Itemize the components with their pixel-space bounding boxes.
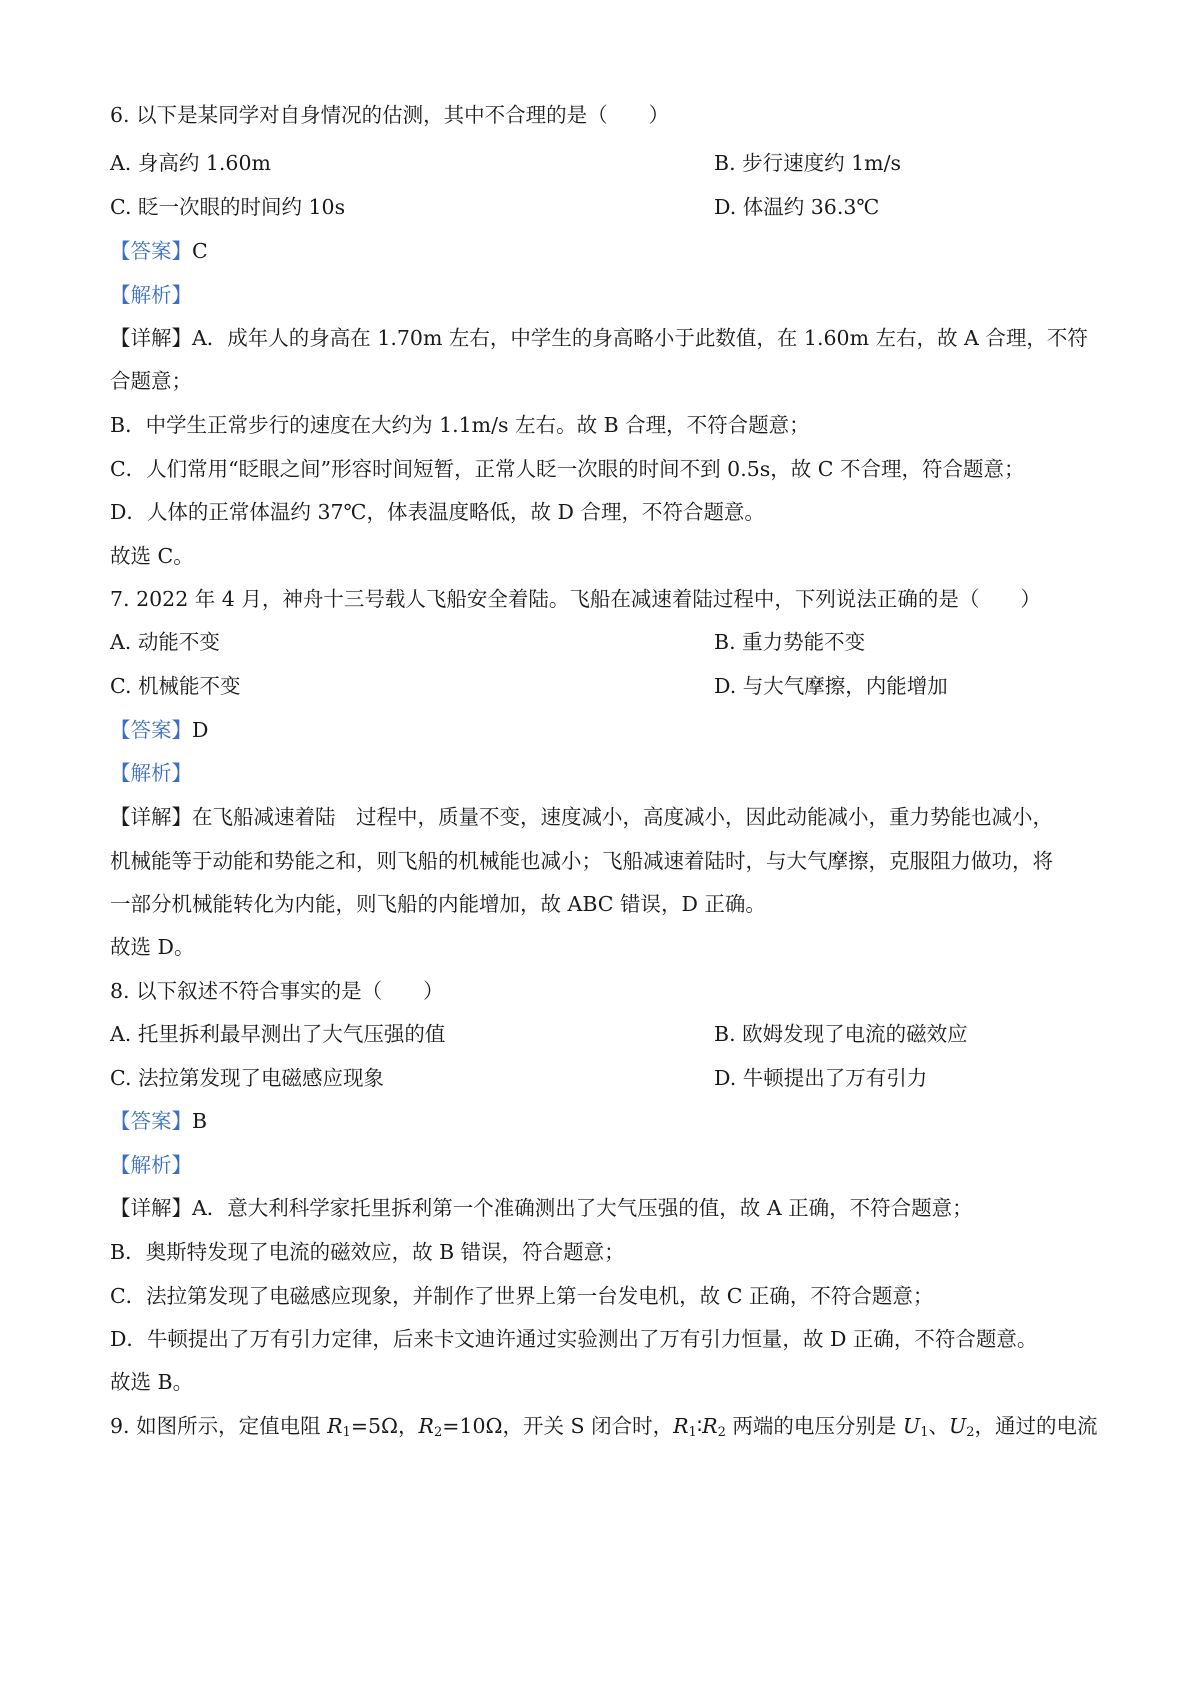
- q8-detail-2: B．奥斯特发现了电流的磁效应，故 B 错误，符合题意；: [110, 1240, 625, 1264]
- q9-sub-2: 2: [717, 1425, 726, 1440]
- analysis-tag: 【解析】: [110, 283, 192, 307]
- q8-answer: [110, 1106, 1100, 1136]
- q8-option-c: C. 法拉第发现了电磁感应现象: [110, 1066, 384, 1090]
- q7-answer-value: D: [192, 718, 209, 742]
- q6-detail-1b: 合题意；: [110, 369, 192, 393]
- answer-tag: 【答案】: [110, 1109, 192, 1133]
- detail-tag: 【详解】: [110, 805, 192, 829]
- q9-sub-2: 2: [966, 1425, 975, 1440]
- q8-detail-3: C．法拉第发现了电磁感应现象，并制作了世界上第一台发电机，故 C 正确，不符合题意；: [110, 1284, 934, 1308]
- q9-sub-1: 1: [342, 1425, 351, 1440]
- q6-option-b: B. 步行速度约 1m/s: [714, 151, 902, 175]
- q8-detail-1: [110, 1193, 1100, 1223]
- q8-detail-4: D．牛顿提出了万有引力定律，后来卡文迪许通过实验测出了万有引力恒量，故 D 正确，不符合题意。: [110, 1327, 1038, 1351]
- q8-options-row2: [110, 1063, 1100, 1093]
- q7-options-row2: [110, 671, 1100, 701]
- q7-analysis: [110, 758, 1100, 788]
- q6-option-d: D. 体温约 36.3℃: [714, 195, 880, 219]
- q7-option-c: C. 机械能不变: [110, 674, 241, 698]
- q7-detail-1: [110, 802, 1100, 832]
- q6-stem: 6. 以下是某同学对自身情况的估测，其中不合理的是（ ）: [110, 103, 670, 127]
- q9-text: 两端的电压分别是: [725, 1414, 903, 1438]
- q9-var-r2: R: [418, 1414, 434, 1438]
- q6-option-a: A. 身高约 1.60m: [110, 151, 271, 175]
- q9-stem: [110, 1411, 1100, 1448]
- q6-conclusion: 故选 C。: [110, 544, 194, 568]
- q6-detail-3: C．人们常用“眨眼之间”形容时间短暂，正常人眨一次眼的时间不到 0.5s，故 C 不合理，符合题意；: [110, 457, 1025, 481]
- q9-text: =10Ω，开关 S 闭合时，: [442, 1414, 674, 1438]
- q7-stem: 7. 2022 年 4 月，神舟十三号载人飞船安全着陆。飞船在减速着陆过程中，下列说法正确的是（ ）: [110, 587, 1041, 611]
- q8-analysis: [110, 1150, 1100, 1180]
- q7-detail-1-text: 在飞船减速着陆 过程中，质量不变，速度减小，高度减小，因此动能减小，重力势能也减小，: [192, 805, 1053, 829]
- q7-option-d: D. 与大气摩擦，内能增加: [714, 674, 948, 698]
- q9-sub-2: 2: [433, 1425, 443, 1440]
- q6-detail-1-text: A．成年人的身高在 1.70m 左右，中学生的身高略小于此数值，在 1.60m 左右，故 A 合理，不符: [192, 326, 1088, 350]
- q6-options-row1: [110, 148, 1100, 178]
- q6-detail-4: D．人体的正常体温约 37℃，体表温度略低，故 D 合理，不符合题意。: [110, 500, 765, 524]
- q6-options-row2: [110, 192, 1100, 222]
- q8-conclusion: 故选 B。: [110, 1370, 194, 1394]
- q8-options-row1: [110, 1019, 1100, 1049]
- q7-options-row1: [110, 627, 1100, 657]
- q9-var-u2: U: [948, 1414, 967, 1438]
- q8-option-a: A. 托里拆利最早测出了大气压强的值: [110, 1022, 446, 1046]
- q9-text: 9. 如图所示，定值电阻: [110, 1414, 328, 1438]
- detail-tag: 【详解】: [110, 1196, 192, 1220]
- q8-answer-value: B: [192, 1109, 208, 1133]
- q7-conclusion: 故选 D。: [110, 935, 195, 959]
- q6-answer: [110, 236, 1100, 266]
- q9-var-r1: R: [673, 1414, 689, 1438]
- q7-detail-3: 一部分机械能转化为内能，则飞船的内能增加，故 ABC 错误，D 正确。: [110, 892, 766, 916]
- q9-colon: ∶: [696, 1414, 703, 1438]
- q9-sub-1: 1: [920, 1425, 929, 1440]
- analysis-tag: 【解析】: [110, 1153, 192, 1177]
- q7-detail-2: 机械能等于动能和势能之和，则飞船的机械能也减小；飞船减速着陆时，与大气摩擦，克服阻力做功，将: [110, 849, 1053, 873]
- q9-text: =5Ω，: [350, 1414, 419, 1438]
- q7-answer: [110, 715, 1100, 745]
- q9-var-r2: R: [702, 1414, 718, 1438]
- detail-tag: 【详解】: [110, 326, 192, 350]
- q7-option-a: A. 动能不变: [110, 630, 220, 654]
- q9-sub-1: 1: [688, 1425, 697, 1440]
- q8-stem: 8. 以下叙述不符合事实的是（ ）: [110, 979, 444, 1003]
- q8-option-b: B. 欧姆发现了电流的磁效应: [714, 1022, 968, 1046]
- q9-separator: 、: [928, 1414, 949, 1438]
- q9-text: ，通过的电流: [974, 1414, 1098, 1438]
- answer-tag: 【答案】: [110, 239, 192, 263]
- q9-var-r1: R: [327, 1414, 343, 1438]
- q6-analysis: [110, 280, 1100, 310]
- q6-detail-2: B．中学生正常步行的速度在大约为 1.1m/s 左右。故 B 合理，不符合题意；: [110, 413, 810, 437]
- q8-option-d: D. 牛顿提出了万有引力: [714, 1066, 928, 1090]
- q6-option-c: C. 眨一次眼的时间约 10s: [110, 195, 346, 219]
- q6-answer-value: C: [192, 239, 208, 263]
- q9-var-u1: U: [902, 1414, 921, 1438]
- q7-option-b: B. 重力势能不变: [714, 630, 866, 654]
- answer-tag: 【答案】: [110, 718, 192, 742]
- analysis-tag: 【解析】: [110, 761, 192, 785]
- q8-detail-1-text: A．意大利科学家托里拆利第一个准确测出了大气压强的值，故 A 正确，不符合题意；: [192, 1196, 973, 1220]
- q6-detail-1: [110, 323, 1100, 353]
